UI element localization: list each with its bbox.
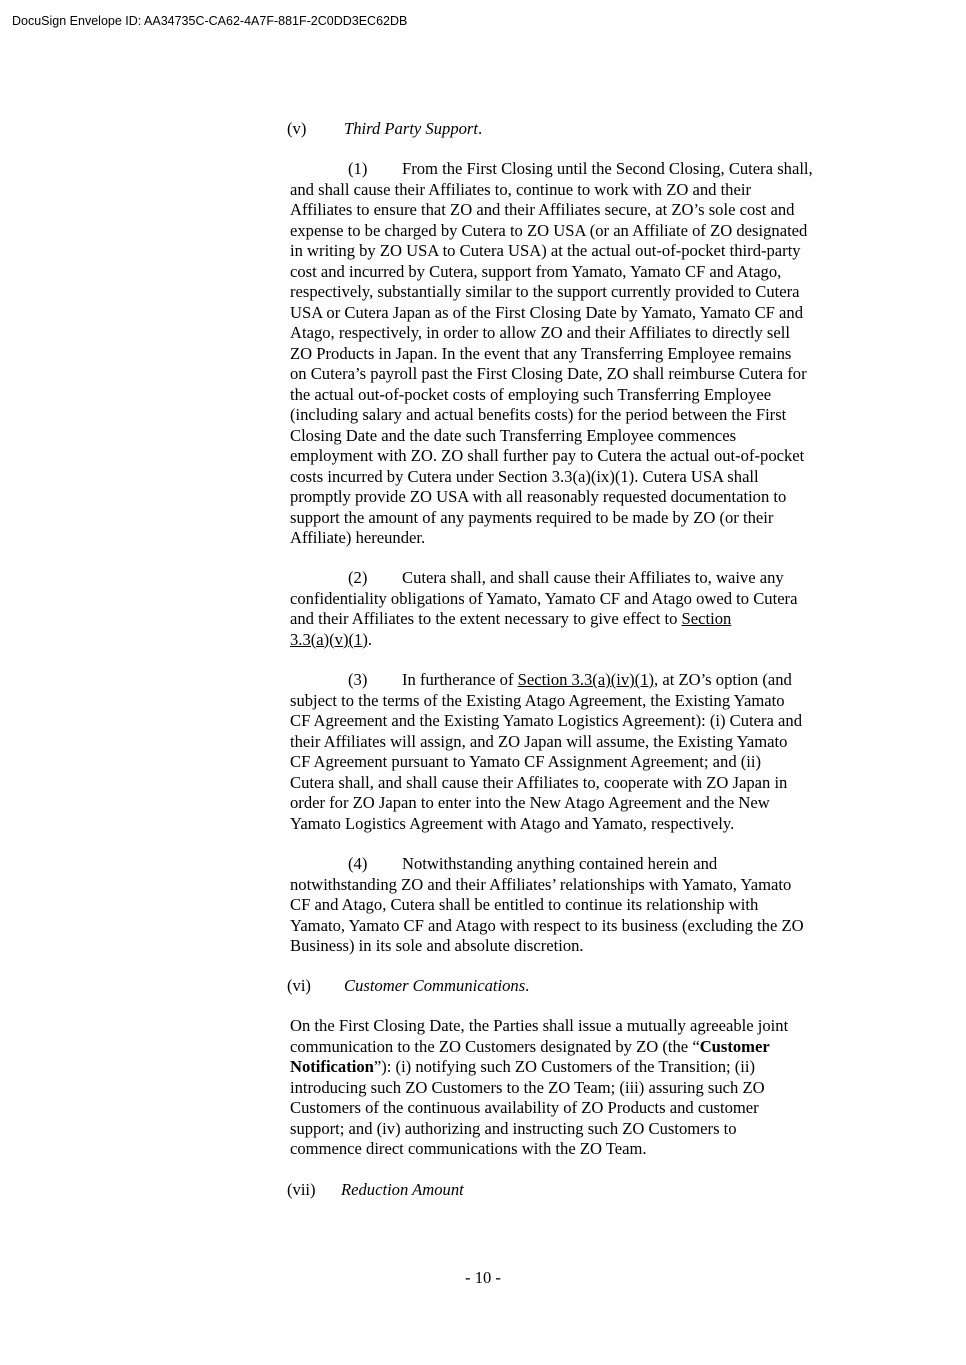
section-link: 3.3(a)(v)(1) <box>290 629 368 649</box>
section-title: Third Party Support. <box>344 119 483 138</box>
paragraph-number: (1) <box>348 159 368 178</box>
section-number: (vii) <box>287 1180 316 1199</box>
defined-term: Customer <box>699 1036 770 1056</box>
section-heading-vi <box>287 976 530 997</box>
paragraph-1: (1) From the First Closing until the Second Closing, Cutera shall, and shall cause their Affiliates to, continue to work with ZO and their Affiliates to ensure that ZO and their Affiliates secure, at ZO’s sole cost and expense to be charged by Cutera to ZO USA (or an Affiliate of ZO designated in writing by ZO USA to Cutera USA) at the actual out-of-pocket third-party cost and incurred by Cutera, support from Yamato, Yamato CF and Atago, respectively, substantially similar to the support currently provided to Cutera USA or Cutera Japan as of the First Closing Date by Yamato, Yamato CF and Atago, respectively, in order to allow ZO and their Affiliates to directly sell ZO Products in Japan. In the event that any Transferring Employee remains on Cutera’s payroll past the First Closing Date, ZO shall reimburse Cutera for the actual out-of-pocket costs of employing such Transferring Employee (including salary and actual benefits costs) for the period between the First Closing Date and the date such Transferring Employee commences employment with ZO. ZO shall further pay to Cutera the actual out-of-pocket costs incurred by Cutera under Section 3.3(a)(ix)(1). Cutera USA shall promptly provide ZO USA with all reasonably requested documentation to support the amount of any payments required to be made by ZO (or their Affiliate) hereunder. <box>290 159 813 547</box>
paragraph-number: (3) <box>348 670 368 689</box>
section-heading-v <box>287 119 483 140</box>
section-title: Customer Communications. <box>344 976 530 995</box>
section-link: Section 3.3(a)(iv)(1) <box>517 670 655 689</box>
envelope-id: DocuSign Envelope ID: AA34735C-CA62-4A7F-881F-2C0DD3EC62DB <box>12 14 408 28</box>
section-link: Section <box>681 609 732 628</box>
defined-term: Notification <box>290 1057 374 1076</box>
paragraph-4: (4) Notwithstanding anything contained herein and notwithstanding ZO and their Affiliates’ relationships with Yamato, Yamato CF and Atago, Cutera shall be entitled to continue its relationship with Yamato, Yamato CF and Atago with respect to its business (excluding the ZO Business) in its sole and absolute discretion. <box>290 854 804 955</box>
paragraph-number: (4) <box>348 854 368 873</box>
section-number: (vi) <box>287 976 311 995</box>
paragraph-number: (2) <box>348 568 368 587</box>
page-number: - 10 - <box>465 1268 501 1287</box>
section-heading-vii <box>287 1180 464 1201</box>
paragraph-2: (2) Cutera shall, and shall cause their Affiliates to, waive any confidentiality obligations of Yamato, Yamato CF and Atago owed to Cutera and their Affiliates to the extent necessary to give effect to Section 3.3(a)(v)(1). <box>290 568 798 649</box>
paragraph-customer-communications: On the First Closing Date, the Parties shall issue a mutually agreeable joint communication to the ZO Customers designated by ZO (the “Customer Notification”): (i) notifying such ZO Customers of the Transition; (ii) introducing such ZO Customers to the ZO Team; (iii) assuring such ZO Customers of the continuous availability of ZO Products and customer support; and (iv) authorizing and instructing such ZO Customers to commence direct communications with the ZO Team. <box>290 1016 789 1158</box>
section-title: Reduction Amount <box>341 1180 464 1199</box>
paragraph-3: (3) In furtherance of Section 3.3(a)(iv)(1), at ZO’s option (and subject to the terms of the Existing Atago Agreement, the Existing Yamato CF Agreement and the Existing Yamato Logistics Agreement): (i) Cutera and their Affiliates will assign, and ZO Japan will assume, the Existing Yamato CF Agreement pursuant to Yamato CF Assignment Agreement; and (ii) Cutera shall, and shall cause their Affiliates to, cooperate with ZO Japan in order for ZO Japan to enter into the New Atago Agreement and the New Yamato Logistics Agreement with Atago and Yamato, respectively. <box>290 670 803 833</box>
section-number: (v) <box>287 119 307 138</box>
